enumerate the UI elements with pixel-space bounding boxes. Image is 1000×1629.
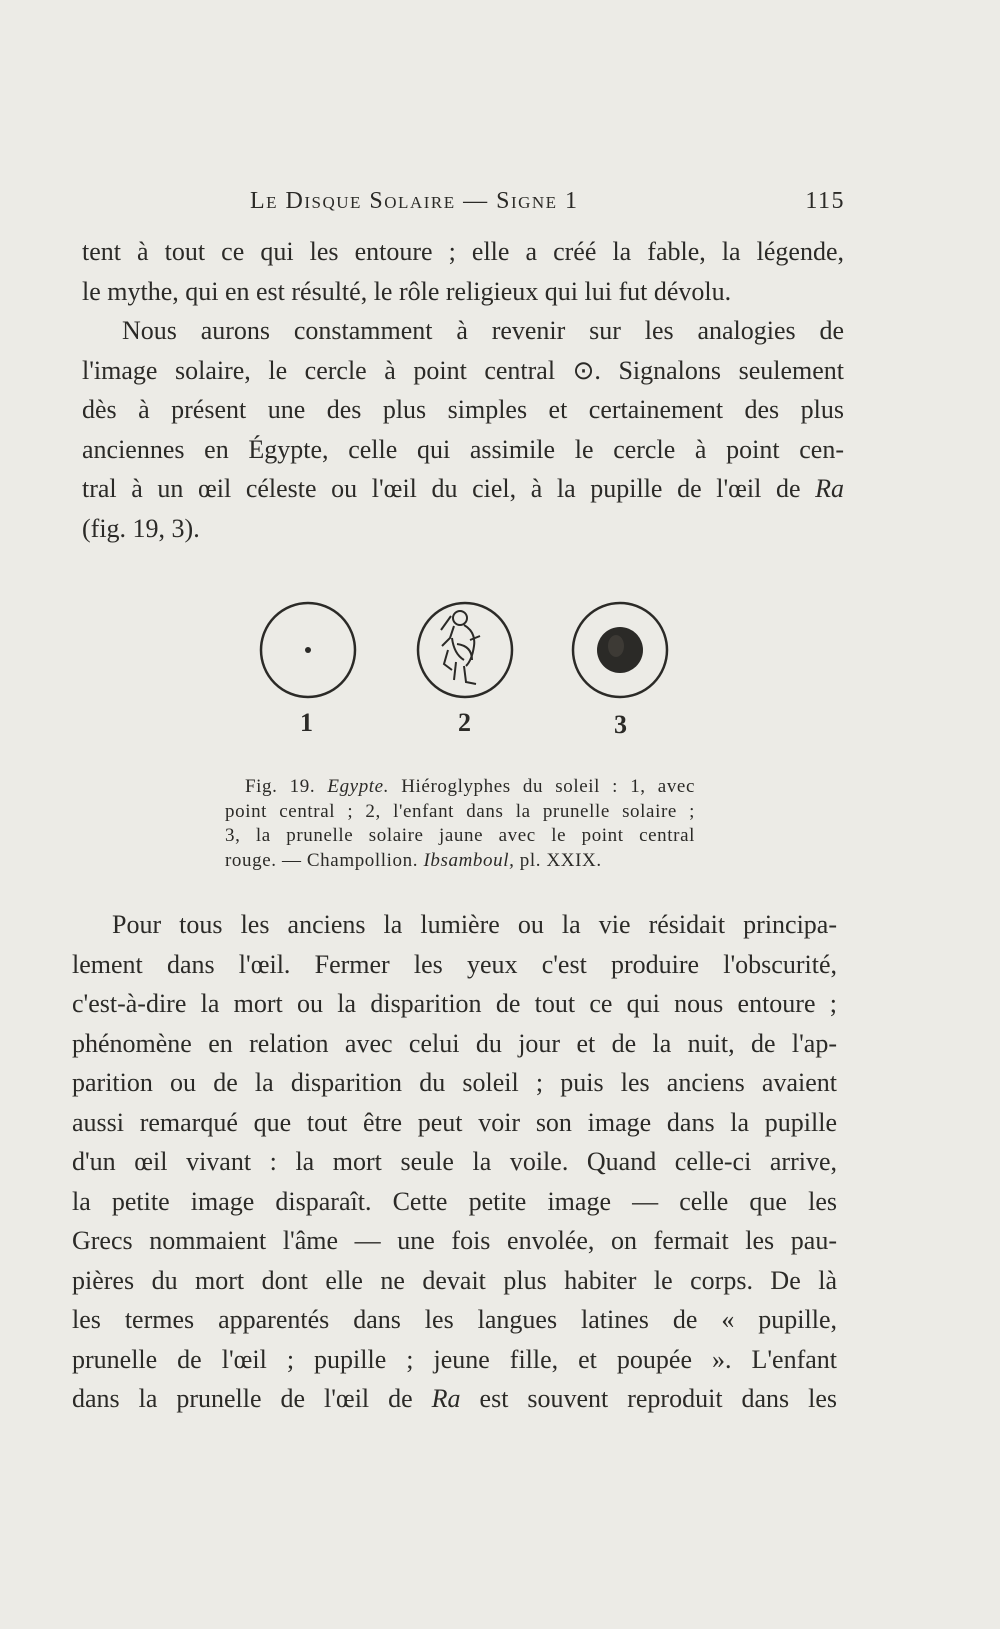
caption-line: 3, la prunelle solaire jaune avec le point central xyxy=(225,825,695,846)
text-line: anciennes en Égypte, celle qui assimile le cercle à point cen- xyxy=(82,434,844,464)
text-line: l'image solaire, le cercle à point central ⊙. Signalons seulement xyxy=(82,355,844,385)
caption-line xyxy=(225,849,695,874)
text-line: (fig. 19, 3). xyxy=(82,513,200,543)
caption-text: pl. XXIX. xyxy=(519,849,602,871)
figure-label-3: 3 xyxy=(614,710,627,739)
text-line: les termes apparentés dans les langues latines de « pupille, xyxy=(72,1305,837,1334)
text-line: pières du mort dont elle ne devait plus habiter le corps. De là xyxy=(72,1265,837,1295)
text-line-with-ra xyxy=(82,469,844,509)
caption-fig-number: Fig. 19. xyxy=(245,776,316,797)
text-segment: dans la prunelle de l'œil de xyxy=(72,1384,413,1413)
ra-word: Ra xyxy=(815,474,844,503)
text-segment: est souvent reproduit dans les xyxy=(479,1384,838,1413)
figure-caption xyxy=(225,775,695,873)
caption-place: Egypte. xyxy=(327,776,390,797)
page-number: 115 xyxy=(805,188,845,214)
text-line: le mythe, qui en est résulté, le rôle religieux qui lui fut dévolu. xyxy=(82,276,732,306)
running-head xyxy=(80,188,845,220)
child-in-pupil-icon xyxy=(418,603,512,697)
figure-label-2: 2 xyxy=(458,708,471,737)
text-line: lement dans l'œil. Fermer les yeux c'est produire l'obscurité, xyxy=(72,949,837,979)
text-line: dès à présent une des plus simples et certainement des plus xyxy=(82,395,844,424)
solar-pupil-icon xyxy=(573,603,667,697)
text-line: Pour tous les anciens la lumière ou la vie résidait principa- xyxy=(112,910,837,939)
text-line: tent à tout ce qui les entoure ; elle a créé la fable, la légende, xyxy=(82,237,844,266)
text-line: la petite image disparaît. Cette petite image — celle que les xyxy=(72,1186,837,1216)
figure-19 xyxy=(250,600,670,750)
text-line: prunelle de l'œil ; pupille ; jeune fille, et poupée ». L'enfant xyxy=(72,1344,837,1374)
text-line: d'un œil vivant : la mort seule la voile. Quand celle-ci arrive, xyxy=(72,1147,837,1176)
sun-circle-with-point-icon xyxy=(261,603,355,697)
caption-book-title: Ibsamboul, xyxy=(423,849,515,871)
text-line: parition ou de la disparition du soleil ; puis les anciens avaient xyxy=(72,1068,837,1097)
caption-text: rouge. — Champollion. xyxy=(225,849,419,871)
ra-word: Ra xyxy=(431,1384,461,1413)
figure-label-1: 1 xyxy=(300,708,313,737)
caption-line: point central ; 2, l'enfant dans la prunelle solaire ; xyxy=(225,800,695,822)
text-line: phénomène en relation avec celui du jour et de la nuit, de l'ap- xyxy=(72,1028,837,1058)
running-head-title: Le Disque Solaire — Signe 1 xyxy=(250,188,579,214)
text-line: Grecs nommaient l'âme — une fois envolée, on fermait les pau- xyxy=(72,1226,837,1255)
text-segment: tral à un œil céleste ou l'œil du ciel, à la pupille de l'œil de xyxy=(82,474,801,503)
text-line: c'est-à-dire la mort ou la disparition de tout ce qui nous entoure ; xyxy=(72,989,837,1018)
text-line: aussi remarqué que tout être peut voir son image dans la pupille xyxy=(72,1107,837,1137)
caption-text: Hiéroglyphes du soleil : 1, avec xyxy=(401,776,696,797)
caption-line xyxy=(225,775,695,800)
body-text-bottom xyxy=(72,905,837,1419)
text-line: Nous aurons constamment à revenir sur les analogies de xyxy=(122,316,844,345)
body-text-top xyxy=(82,232,844,548)
text-line-with-ra xyxy=(72,1379,837,1419)
